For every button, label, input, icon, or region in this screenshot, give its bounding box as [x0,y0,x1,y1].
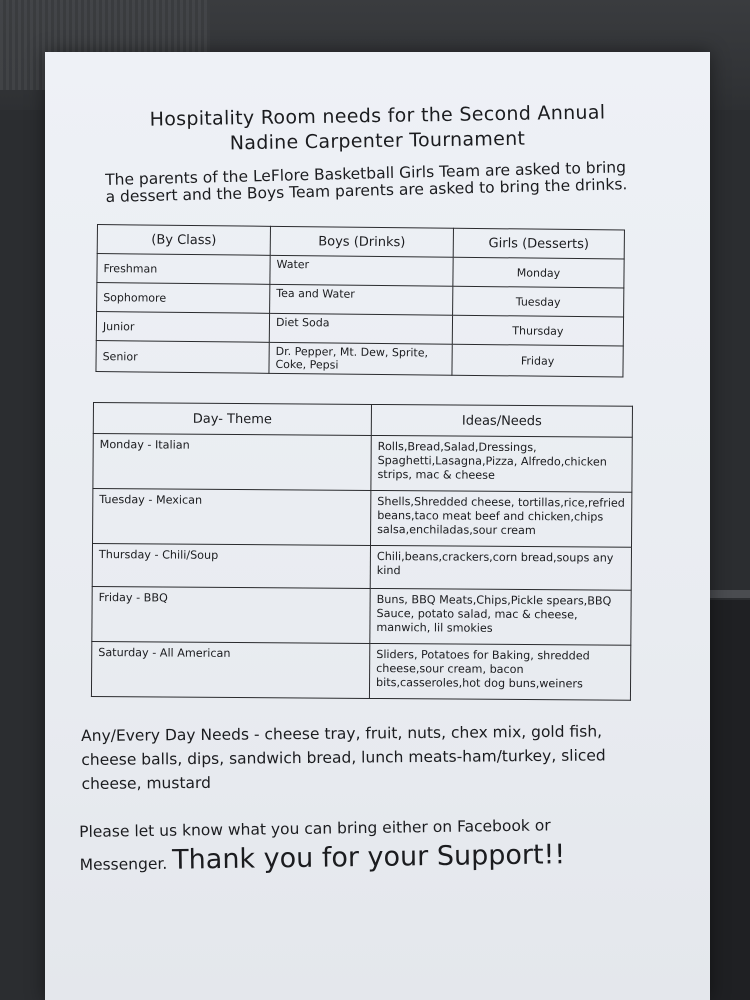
table-row [96,340,623,377]
class-cell: Senior [96,340,269,373]
table-row [92,586,631,645]
flyer-sheet [45,52,710,1000]
theme-cell: Thursday - Chili/Soup [92,544,370,589]
needs-cell: Rolls,Bread,Salad,Dressings, Spaghetti,Lasagna,Pizza, Alfredo,chicken strips, mac & cheese [371,435,632,492]
drinks-cell: Water [270,255,453,286]
every-day-needs: Any/Every Day Needs - cheese tray, fruit, nuts, chex mix, gold fish, cheese balls, dips, sandwich bread, lunch meats-ham/turkey, sliced cheese, mustard [81,722,606,793]
class-assignment-table [95,224,625,378]
table-row [91,641,630,700]
header-day-theme: Day- Theme [93,403,371,436]
needs-cell: Buns, BBQ Meats,Chips,Pickle spears,BBQ Sauce, potato salad, mac & cheese, manwich, lil smokies [370,588,631,645]
class-cell: Junior [96,312,269,343]
needs-cell: Shells,Shredded cheese, tortillas,rice,refried beans,taco meat beef and chicken,chips salsa,enchiladas,sour cream [371,490,632,547]
theme-cell: Saturday - All American [91,641,369,698]
table-row [93,489,632,548]
header-by-class: (By Class) [97,225,270,256]
needs-cell: Sliders, Potatoes for Baking, shredded cheese,sour cream, bacon bits,casseroles,hot dog buns,weiners [369,643,630,700]
closing-line-2 [79,839,659,877]
closing-line-1: Please let us know what you can bring either on Facebook or [79,816,551,841]
drinks-cell: Tea and Water [270,284,453,315]
theme-cell: Friday - BBQ [92,586,370,643]
thank-you-text: Thank you for your Support!! [171,839,566,876]
intro-paragraph: The parents of the LeFlore Basketball Girls Team are asked to bring a dessert and the Boys Team parents are asked to bring the drinks. [104,158,628,206]
drinks-cell: Diet Soda [269,313,452,344]
needs-cell: Chili,beans,crackers,corn bread,soups any kind [370,545,631,590]
closing-note [79,812,660,877]
day-theme-table [91,402,633,701]
header-boys-drinks: Boys (Drinks) [270,226,453,257]
table-row [92,544,631,591]
title-line-1: Hospitality Room needs for the Second Annual [149,101,606,131]
theme-cell: Monday - Italian [93,434,371,491]
title-line-2: Nadine Carpenter Tournament [229,127,526,155]
closing-messenger: Messenger. [79,854,168,874]
flyer-content [45,52,710,1000]
class-cell: Freshman [97,254,270,285]
table-header-row [93,403,632,438]
dessert-day-cell: Thursday [452,315,623,346]
dessert-day-cell: Friday [452,344,623,377]
theme-cell: Tuesday - Mexican [93,489,371,546]
class-cell: Sophomore [97,283,270,314]
table-row [93,434,632,493]
dessert-day-cell: Tuesday [453,286,624,317]
header-ideas-needs: Ideas/Needs [371,404,632,437]
header-girls-desserts: Girls (Desserts) [453,228,624,259]
dessert-day-cell: Monday [453,257,624,288]
drinks-cell: Dr. Pepper, Mt. Dew, Sprite, Coke, Pepsi [269,342,452,375]
